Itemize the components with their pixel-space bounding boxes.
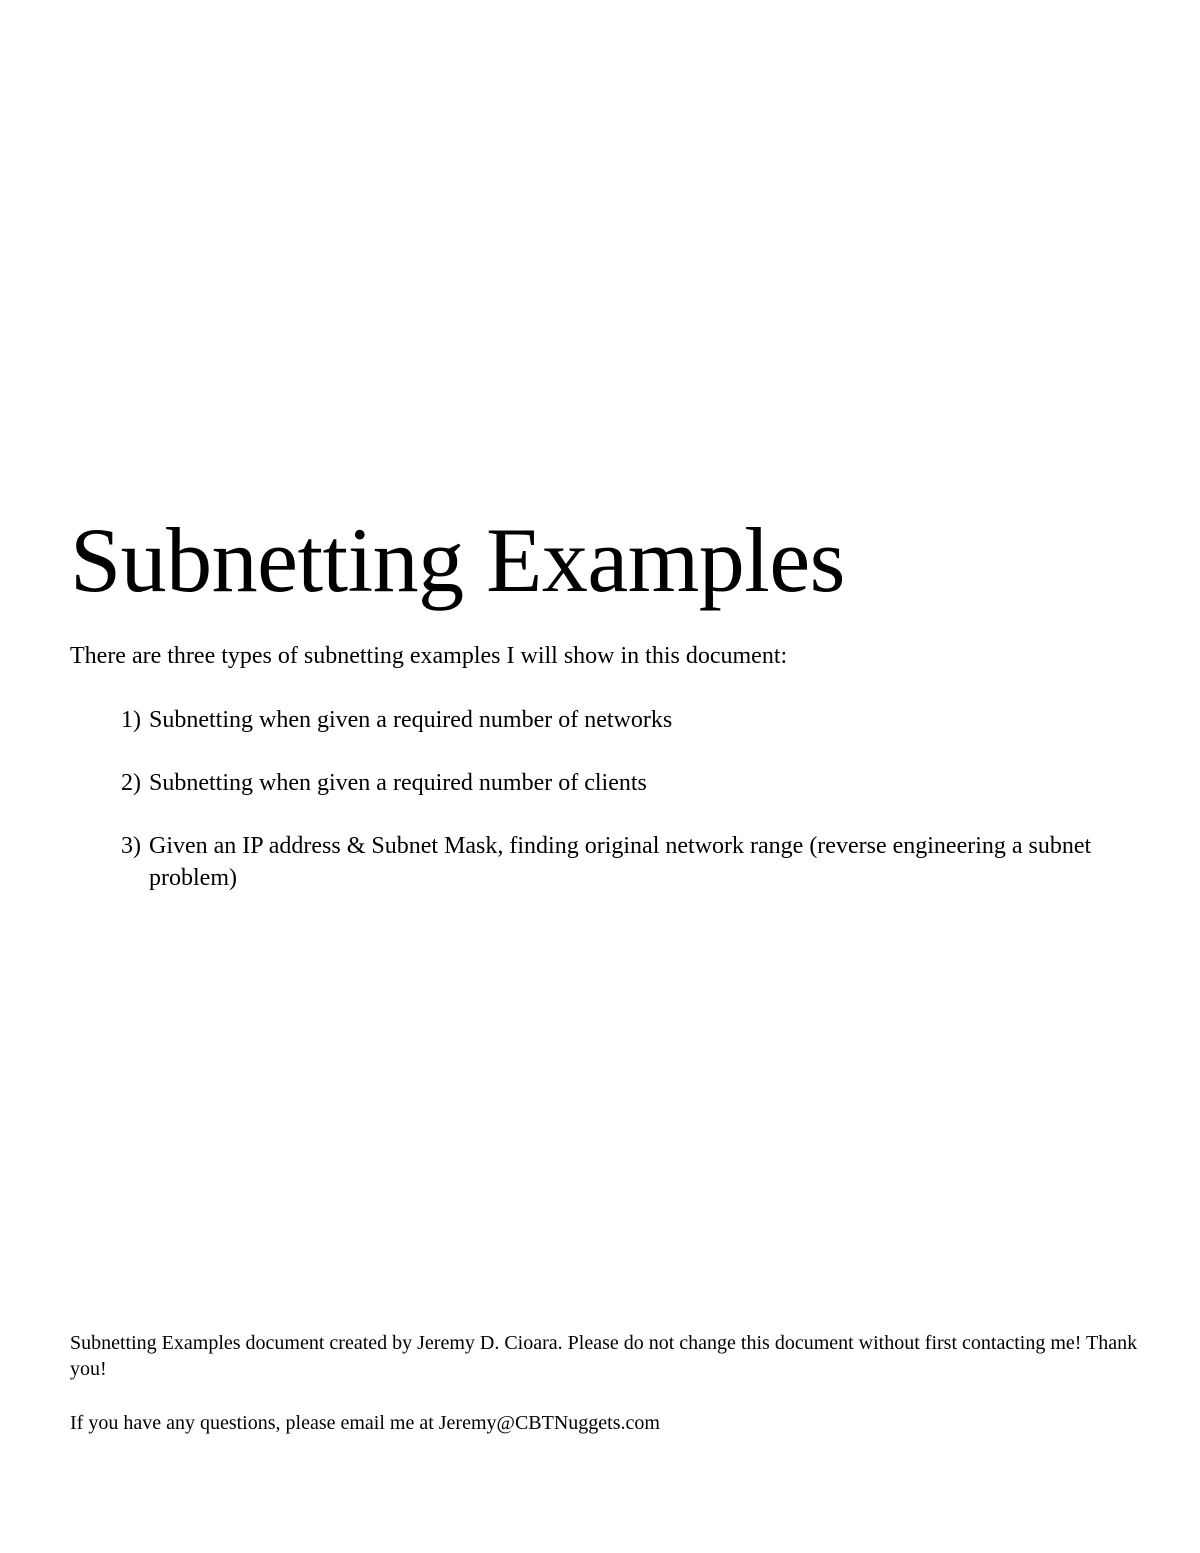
list-item-number: 3)	[121, 833, 141, 859]
footer-credit: Subnetting Examples document created by Jeremy D. Cioara. Please do not change this document without first contacting me! Thank you!	[70, 1332, 1138, 1380]
list-item-text: Subnetting when given a required number of networks	[149, 707, 673, 733]
intro-paragraph: There are three types of subnetting examples I will show in this document:	[70, 643, 788, 669]
list-item	[70, 704, 1140, 736]
document-footer	[70, 1330, 1140, 1436]
list-item	[70, 830, 1140, 894]
footer-contact: If you have any questions, please email me at Jeremy@CBTNuggets.com	[70, 1412, 660, 1434]
examples-list	[70, 704, 1140, 925]
list-item-number: 1)	[121, 707, 141, 733]
list-item	[70, 767, 1140, 799]
list-item-text: Given an IP address & Subnet Mask, finding original network range (reverse engineering a subnet problem)	[149, 833, 1092, 891]
document-title: Subnetting Examples	[70, 509, 845, 611]
list-item-number: 2)	[121, 770, 141, 796]
list-item-text: Subnetting when given a required number of clients	[149, 770, 647, 796]
